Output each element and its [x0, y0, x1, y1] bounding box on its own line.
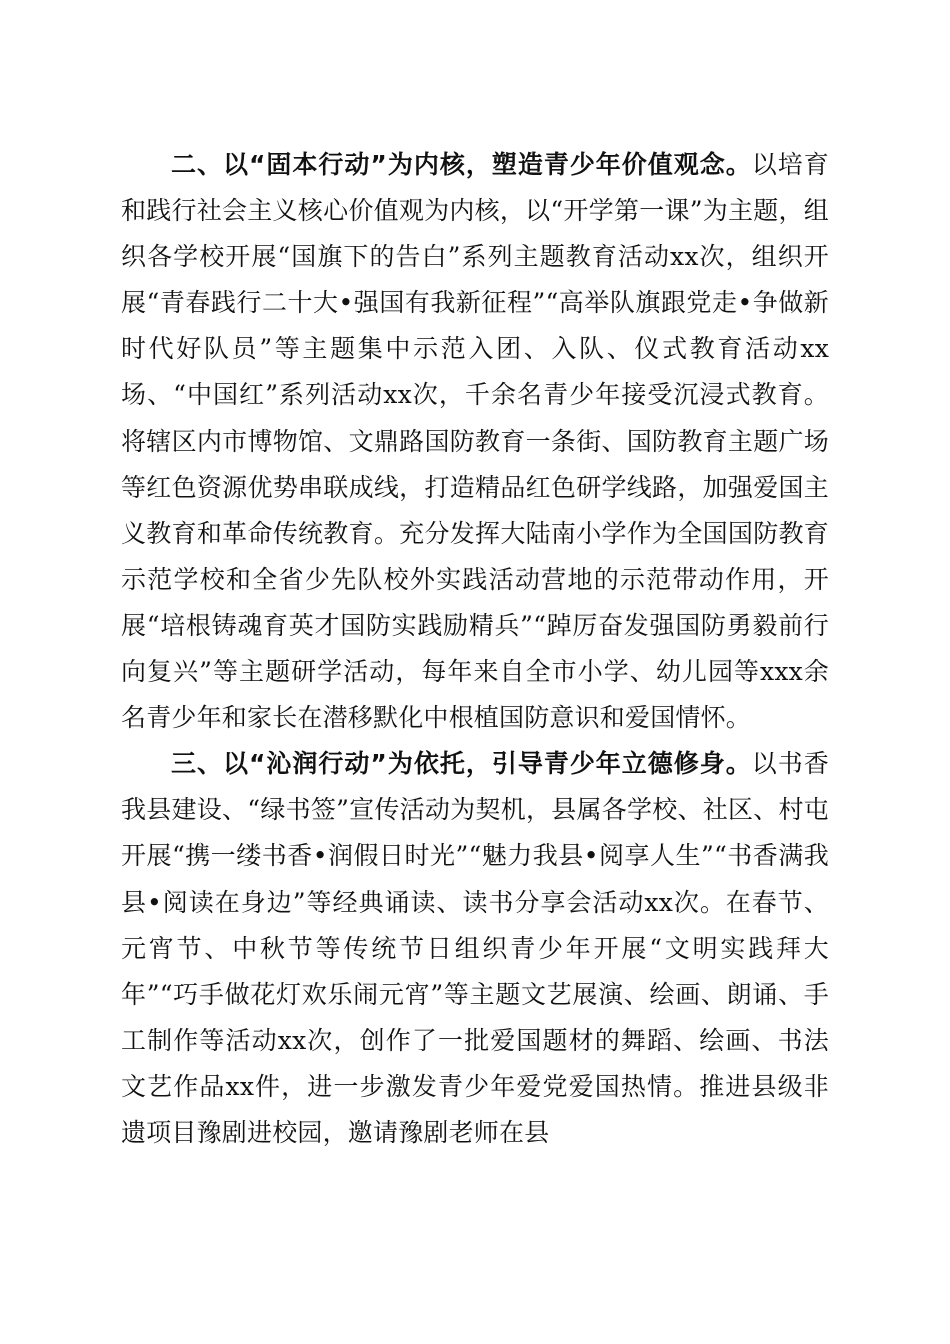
document-body: [121, 142, 829, 1156]
paragraph-2-body: 以书香我县建设、“绿书签”宣传活动为契机，县属各学校、社区、村屯开展“携一缕书香•润假日时光”“魅力我县•阅享人生”“书香满我县•阅读在身边”等经典诵读、读书分享会活动xx次。在春节、元宵节、中秋节等传统节日组织青少年开展“文明实践拜大年”“巧手做花灯欢乐闹元宵”等主题文艺展演、绘画、朗诵、手工制作等活动xx次，创作了一批爱国题材的舞蹈、绘画、书法文艺作品xx件，进一步激发青少年爱党爱国热情。推进县级非遗项目豫剧进校园，邀请豫剧老师在县: [121, 749, 829, 1147]
paragraph-1-body: 以培育和践行社会主义核心价值观为内核，以“开学第一课”为主题，组织各学校开展“国旗下的告白”系列主题教育活动xx次，组织开展“青春践行二十大•强国有我新征程”“高举队旗跟党走•争做新时代好队员”等主题集中示范入团、入队、仪式教育活动xx场、“中国红”系列活动xx次，千余名青少年接受沉浸式教育。将辖区内市博物馆、文鼎路国防教育一条街、国防教育主题广场等红色资源优势串联成线，打造精品红色研学线路，加强爱国主义教育和革命传统教育。充分发挥大陆南小学作为全国国防教育示范学校和全省少先队校外实践活动营地的示范带动作用，开展“培根铸魂育英才国防实践励精兵”“踔厉奋发强国防勇毅前行向复兴”等主题研学活动，每年来自全市小学、幼儿园等xxx余名青少年和家长在潜移默化中根植国防意识和爱国情怀。: [121, 150, 829, 733]
paragraph-1: [121, 142, 829, 741]
paragraph-1-heading: 二、以“固本行动”为内核，塑造青少年价值观念。: [171, 150, 752, 179]
paragraph-2-heading: 三、以“沁润行动”为依托，引导青少年立德修身。: [171, 749, 752, 779]
paragraph-2: [121, 741, 829, 1156]
